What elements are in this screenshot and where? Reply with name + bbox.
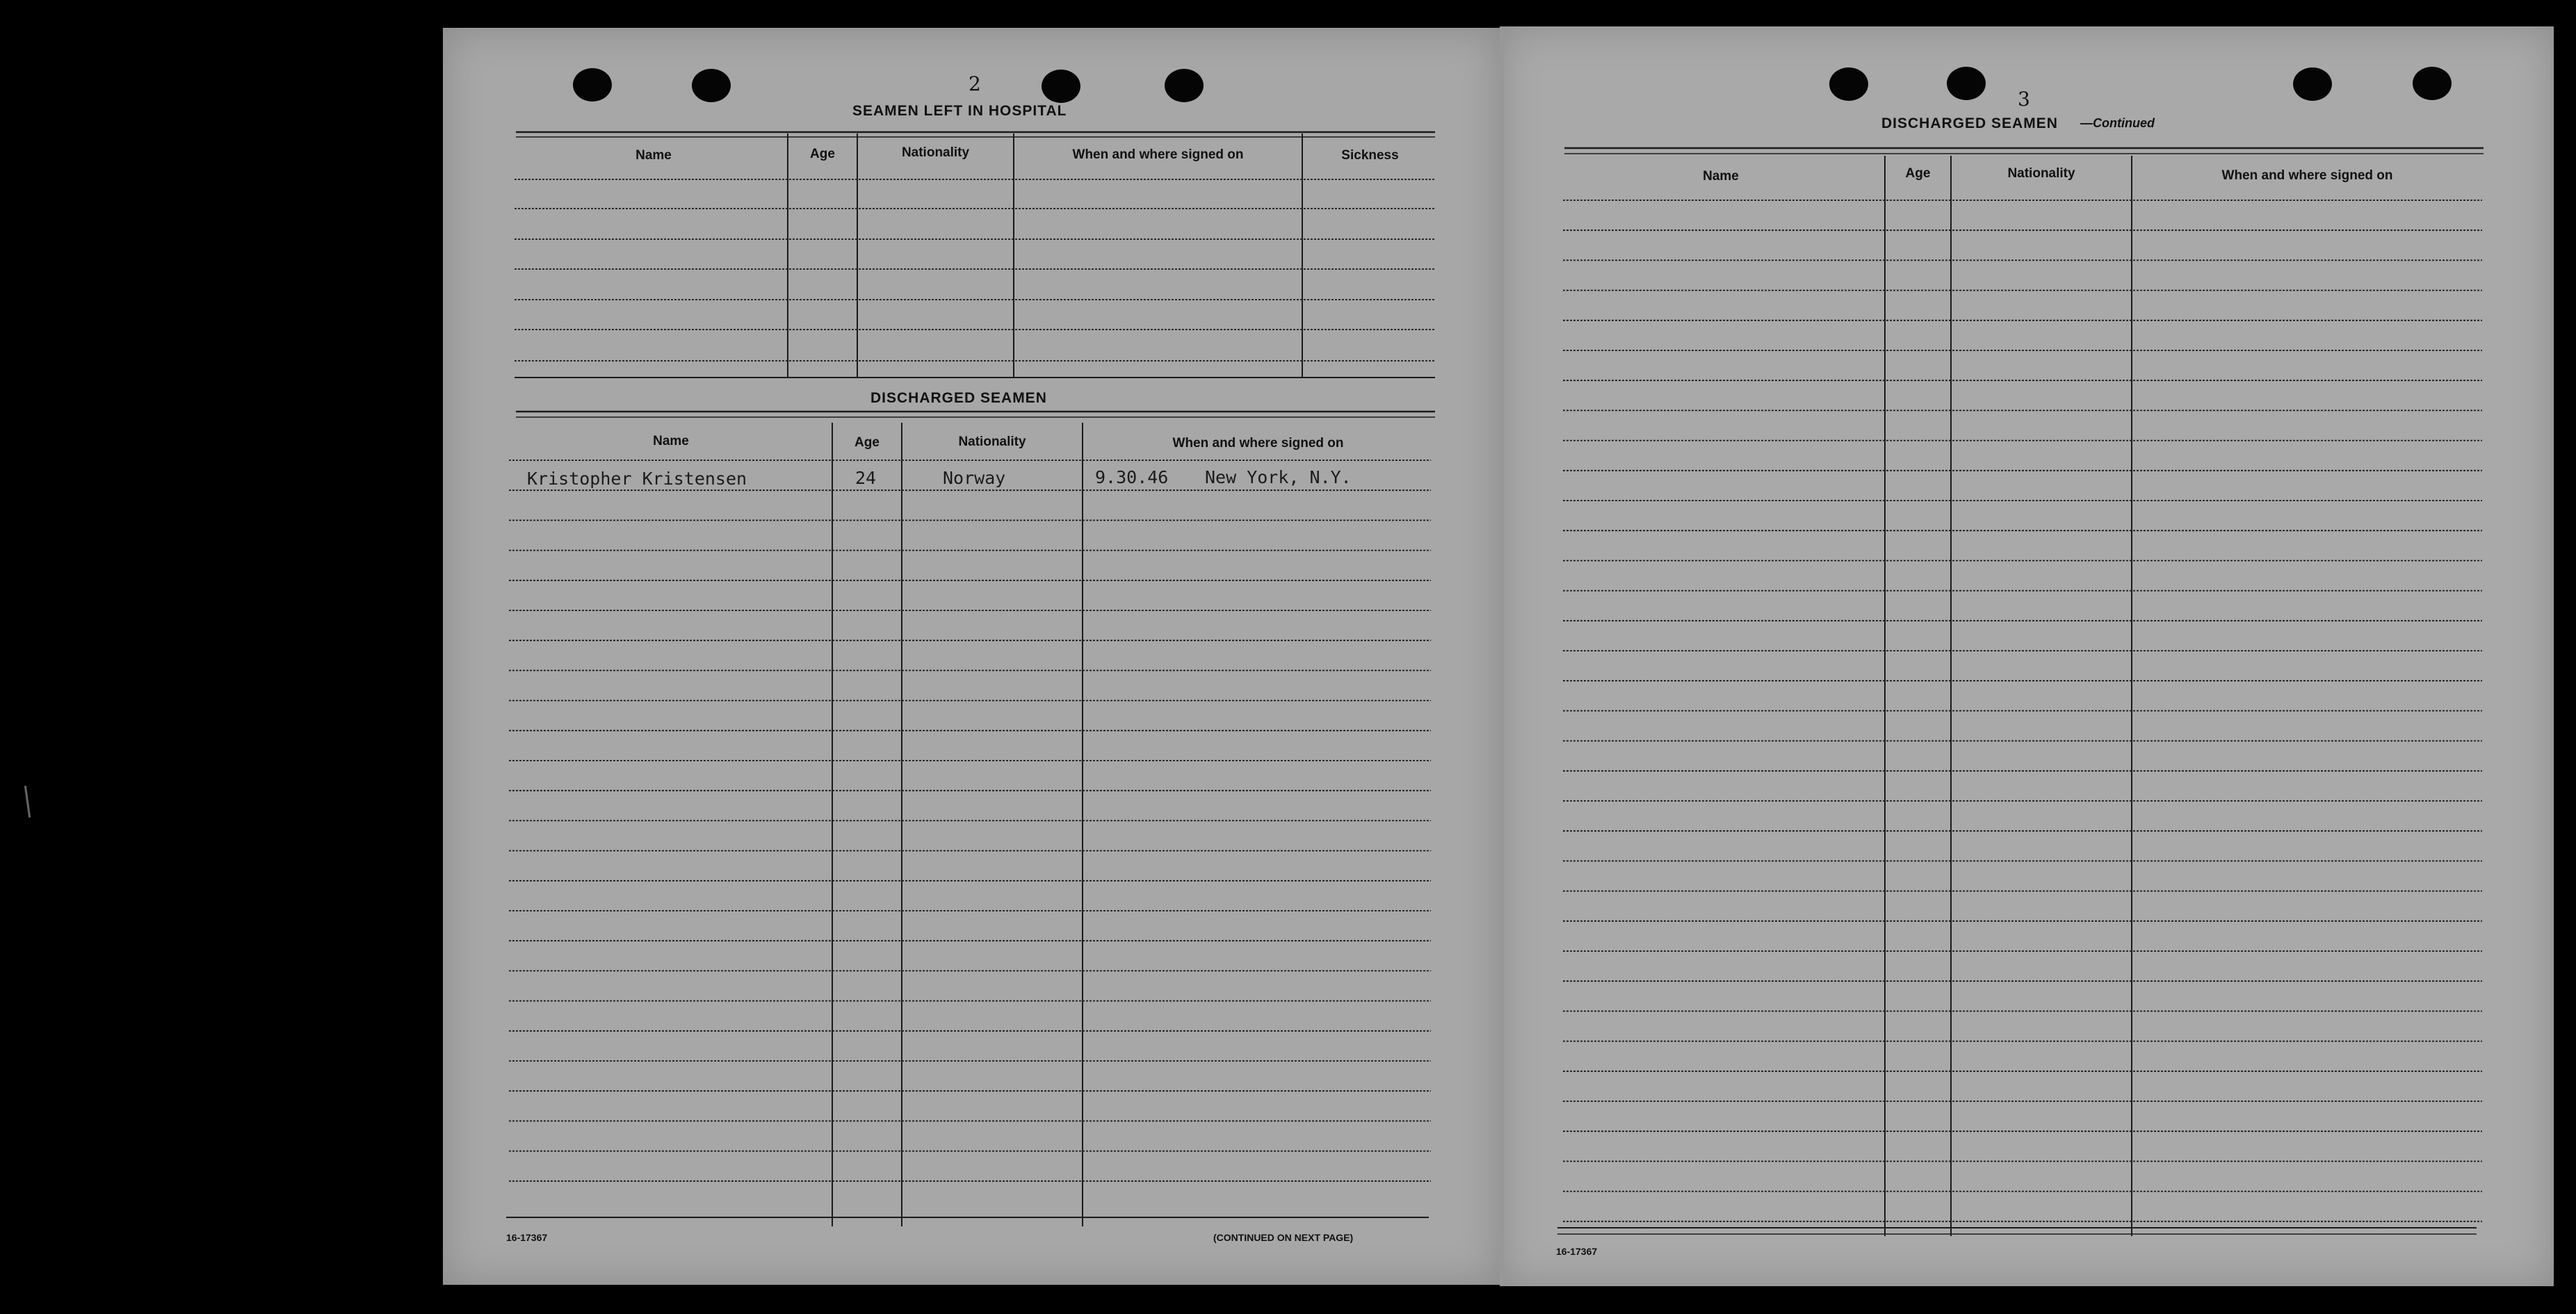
- discharged-header-signed-on: When and where signed on: [1172, 436, 1344, 451]
- hospital-header-name: Name: [635, 148, 672, 163]
- continued-header-name: Name: [1703, 169, 1739, 184]
- continued-note: (CONTINUED ON NEXT PAGE): [1213, 1232, 1354, 1243]
- seaman-name: Kristopher Kristensen: [527, 469, 747, 489]
- continued-header-signed-on: When and where signed on: [2221, 168, 2393, 183]
- hospital-header-age: Age: [810, 147, 835, 161]
- page-number: 2: [969, 72, 981, 95]
- form-number: 16-17367: [506, 1232, 548, 1243]
- discharged-section-title: DISCHARGED SEAMEN: [870, 390, 1047, 406]
- hospital-section-title: SEAMEN LEFT IN HOSPITAL: [852, 103, 1067, 119]
- form-number: 16-17367: [1556, 1246, 1598, 1257]
- continued-header-nationality: Nationality: [2007, 166, 2075, 181]
- hospital-header-sickness: Sickness: [1341, 148, 1399, 163]
- page-number: 3: [2018, 88, 2030, 111]
- signed-on-date: 9.30.46: [1095, 467, 1169, 487]
- discharged-header-age: Age: [854, 435, 880, 450]
- discharged-continued-title: DISCHARGED SEAMEN: [1881, 115, 2058, 131]
- continued-subtitle: —Continued: [2080, 116, 2155, 130]
- hospital-header-nationality: Nationality: [901, 145, 970, 160]
- signed-on-place: New York, N.Y.: [1205, 467, 1352, 487]
- continued-header-age: Age: [1905, 166, 1931, 181]
- seaman-age: 24: [855, 468, 877, 488]
- discharged-header-name: Name: [653, 434, 689, 448]
- discharged-header-nationality: Nationality: [958, 435, 1026, 449]
- seaman-nationality: Norway: [943, 468, 1006, 488]
- hospital-header-signed-on: When and where signed on: [1072, 147, 1244, 162]
